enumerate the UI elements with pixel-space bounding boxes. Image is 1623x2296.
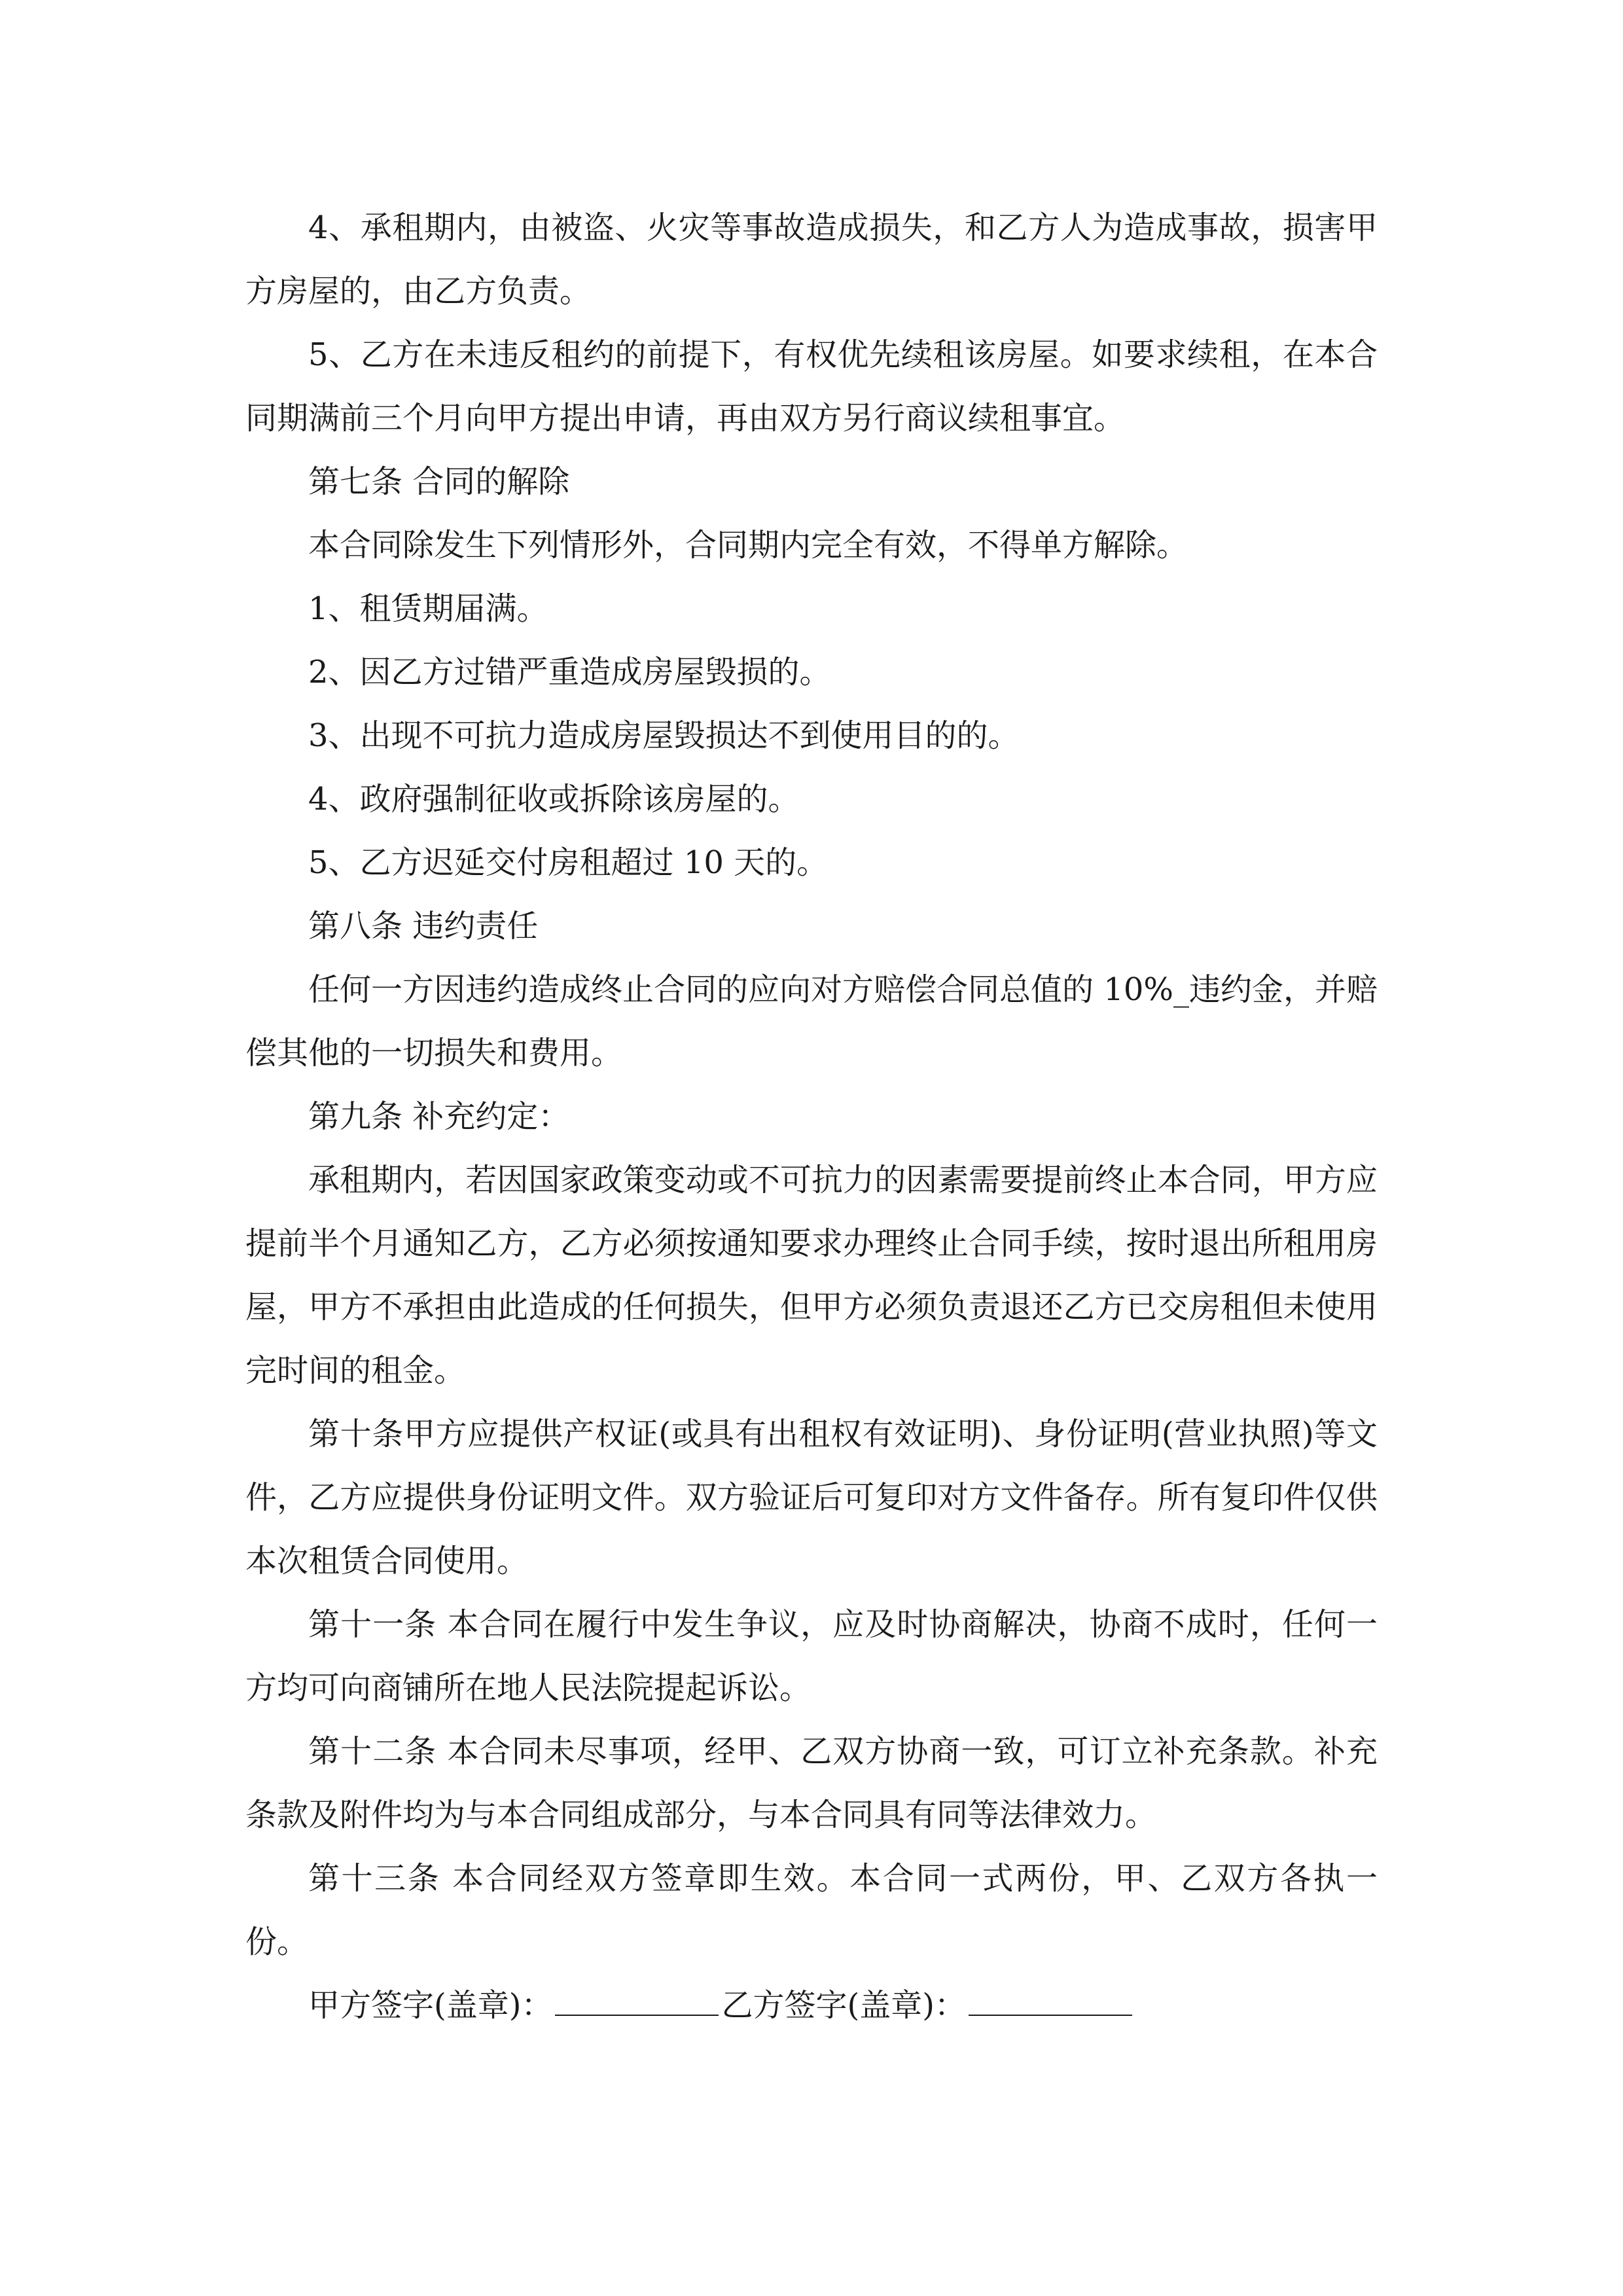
article-12: 第十二条 本合同未尽事项，经甲、乙双方协商一致，可订立补充条款。补充条款及附件均为与本合同组成部分，与本合同具有同等法律效力。 (245, 1733, 1378, 1833)
clause-7-4: 4、政府强制征收或拆除该房屋的。 (308, 781, 800, 817)
party-a-signature-blank (555, 1988, 719, 2016)
clause-6-5: 5、乙方在未违反租约的前提下，有权优先续租该房屋。如要求续租，在本合同期满前三个月向甲方提出申请，再由双方另行商议续租事宜。 (245, 336, 1378, 437)
article-10: 第十条甲方应提供产权证(或具有出租权有效证明)、身份证明(营业执照)等文件，乙方应提供身份证明文件。双方验证后可复印对方文件备存。所有复印件仅供本次租赁合同使用。 (245, 1416, 1378, 1579)
article-11: 第十一条 本合同在履行中发生争议，应及时协商解决，协商不成时，任何一方均可向商铺所在地人民法院提起诉讼。 (245, 1606, 1378, 1706)
article-8-heading: 第八条 违约责任 (308, 908, 539, 944)
article-13: 第十三条 本合同经双方签章即生效。本合同一式两份，甲、乙双方各执一份。 (245, 1860, 1378, 1960)
clause-7-5: 5、乙方迟延交付房租超过 10 天的。 (308, 844, 829, 881)
clause-7-1: 1、租赁期届满。 (308, 590, 548, 627)
clause-7-3: 3、出现不可抗力造成房屋毁损达不到使用目的的。 (308, 717, 1020, 754)
article-9-heading: 第九条 补充约定： (308, 1098, 570, 1135)
party-b-signature-blank (969, 1988, 1132, 2016)
clause-7-2: 2、因乙方过错严重造成房屋毁损的。 (308, 654, 831, 691)
article-7-intro: 本合同除发生下列情形外，合同期内完全有效，不得单方解除。 (308, 527, 1188, 564)
clause-6-4: 4、承租期内，由被盗、火灾等事故造成损失，和乙方人为造成事故，损害甲方房屋的，由乙方负责。 (245, 209, 1378, 310)
article-8-body: 任何一方因违约造成终止合同的应向对方赔偿合同总值的 10%_违约金，并赔偿其他的一切损失和费用。 (245, 971, 1378, 1071)
signature-row (245, 1974, 1378, 2037)
party-b-signature-label: 乙方签字(盖章)： (721, 1987, 966, 2024)
article-9-body: 承租期内，若因国家政策变动或不可抗力的因素需要提前终止本合同，甲方应提前半个月通知乙方，乙方必须按通知要求办理终止合同手续，按时退出所租用房屋，甲方不承担由此造成的任何损失，但甲方必须负责退还乙方已交房租但未使用完时间的租金。 (245, 1162, 1378, 1389)
document-body (245, 196, 1378, 2037)
party-a-signature-label: 甲方签字(盖章)： (308, 1987, 553, 2024)
article-7-heading: 第七条 合同的解除 (308, 463, 570, 500)
